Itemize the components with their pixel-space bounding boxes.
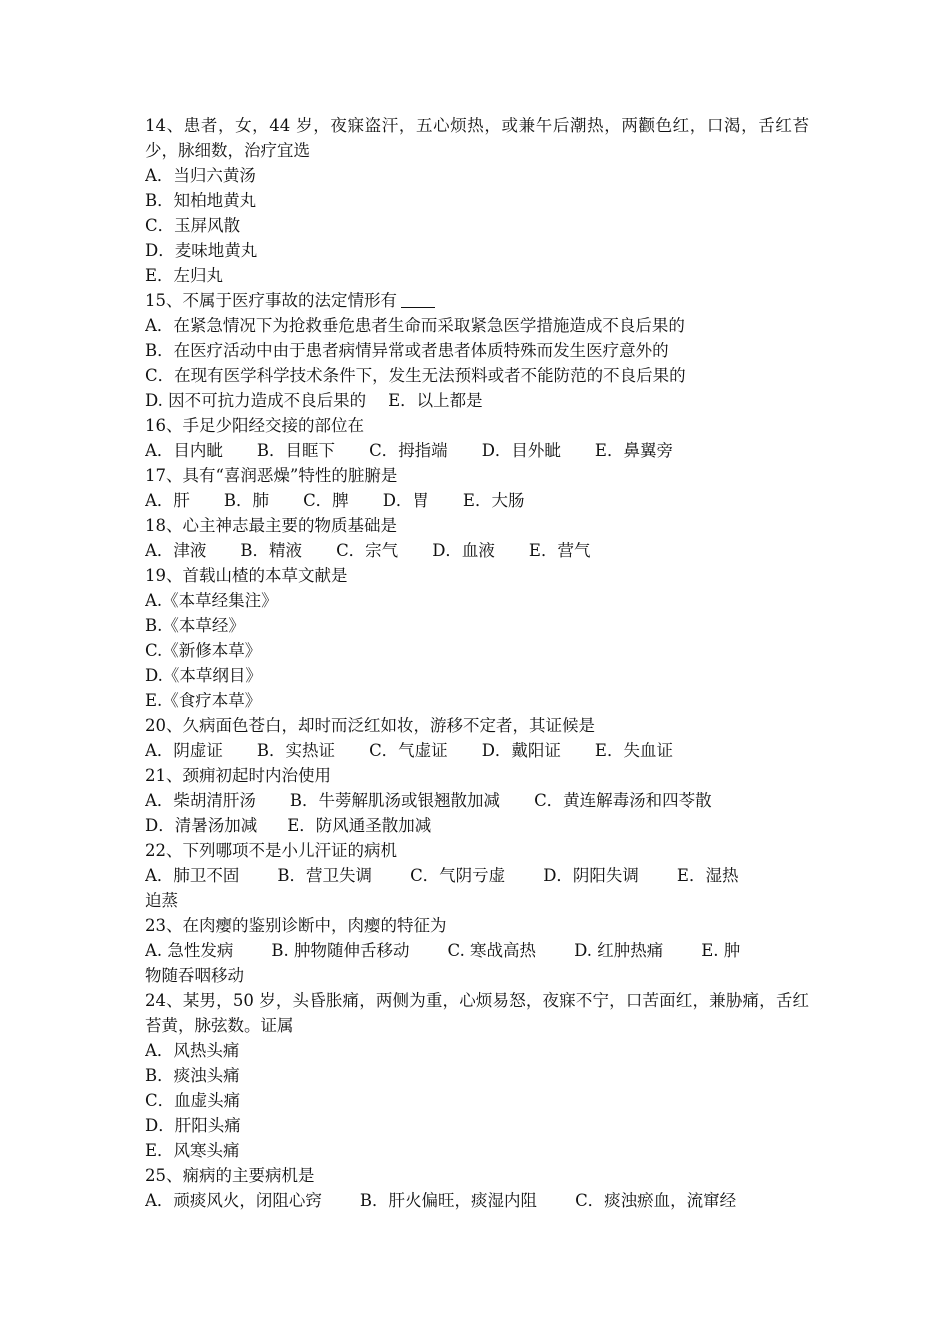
question-23 xyxy=(145,913,809,988)
question-stem-row xyxy=(145,288,809,313)
option: D. 因不可抗力造成不良后果的 xyxy=(145,391,367,410)
option: B．牛蒡解肌汤或银翘散加减 xyxy=(289,791,501,810)
option: E．失血证 xyxy=(594,741,673,760)
question-stem: 22、下列哪项不是小儿汗证的病机 xyxy=(145,841,397,860)
option-row xyxy=(145,813,809,838)
question-16 xyxy=(145,413,809,463)
option: B. 肿物随伸舌移动 xyxy=(271,941,410,960)
option-continuation: 物随吞咽移动 xyxy=(145,966,244,985)
option: D．肝阳头痛 xyxy=(145,1116,241,1135)
question-21 xyxy=(145,763,809,838)
option: C. 寒战高热 xyxy=(447,941,537,960)
option-continuation: 迫蒸 xyxy=(145,891,178,910)
answer-blank xyxy=(401,293,435,308)
option-row xyxy=(145,738,809,763)
question-stem: 19、首载山楂的本草文献是 xyxy=(145,566,348,585)
question-stem: 25、痫病的主要病机是 xyxy=(145,1166,315,1185)
option: D．胃 xyxy=(382,491,429,510)
question-stem: 18、心主神志最主要的物质基础是 xyxy=(145,516,397,535)
question-stem: 14、患者，女，44 岁，夜寐盗汗，五心烦热，或兼午后潮热，两颧色红，口渴，舌红苔少，脉细数，治疗宜选 xyxy=(145,116,809,160)
option: D.《本草纲目》 xyxy=(145,666,262,685)
question-stem: 21、颈痈初起时内治使用 xyxy=(145,766,331,785)
option: E．大肠 xyxy=(462,491,525,510)
option: C．气阴亏虚 xyxy=(410,866,506,885)
option: C.《新修本草》 xyxy=(145,641,262,660)
question-stem: 23、在肉瘿的鉴别诊断中，肉瘿的特征为 xyxy=(145,916,447,935)
option: A．阴虚证 xyxy=(145,741,223,760)
option: C．玉屏风散 xyxy=(145,216,241,235)
question-stem: 20、久病面色苍白，却时而泛红如妆，游移不定者，其证候是 xyxy=(145,716,595,735)
question-stem: 17、具有“喜润恶燥”特性的脏腑是 xyxy=(145,466,398,485)
option: A．当归六黄汤 xyxy=(145,166,256,185)
option: B.《本草经》 xyxy=(145,616,245,635)
option: B．实热证 xyxy=(256,741,336,760)
question-15 xyxy=(145,288,809,413)
question-19 xyxy=(145,563,809,713)
question-18 xyxy=(145,513,809,563)
option-row xyxy=(145,788,809,813)
option: E．营气 xyxy=(528,541,591,560)
option: A．风热头痛 xyxy=(145,1041,240,1060)
option: C．在现有医学科学技术条件下，发生无法预料或者不能防范的不良后果的 xyxy=(145,366,686,385)
option: A．在紧急情况下为抢救垂危患者生命而采取紧急医学措施造成不良后果的 xyxy=(145,316,685,335)
option: B．精液 xyxy=(240,541,303,560)
option: B．在医疗活动中由于患者病情异常或者患者体质特殊而发生医疗意外的 xyxy=(145,341,669,360)
option-row xyxy=(145,863,809,888)
option: D．戴阳证 xyxy=(481,741,561,760)
option-row xyxy=(145,938,809,963)
question-stem: 16、手足少阳经交接的部位在 xyxy=(145,416,364,435)
option: E．左归丸 xyxy=(145,266,224,285)
question-22 xyxy=(145,838,809,913)
option: A．津液 xyxy=(145,541,207,560)
option: C．拇指端 xyxy=(369,441,448,460)
option: E．鼻翼旁 xyxy=(594,441,673,460)
option: C．痰浊瘀血，流窜经 xyxy=(575,1191,737,1210)
option: E.《食疗本草》 xyxy=(145,691,262,710)
question-stem: 15、不属于医疗事故的法定情形有 xyxy=(145,291,397,310)
option: A．肝 xyxy=(145,491,190,510)
option: D．清暑汤加减 xyxy=(145,816,258,835)
option: C．气虚证 xyxy=(369,741,448,760)
option: A．目内眦 xyxy=(145,441,223,460)
option: E. 肿 xyxy=(701,941,741,960)
option-row xyxy=(145,538,809,563)
document-page xyxy=(145,113,809,1213)
option: C．宗气 xyxy=(336,541,399,560)
question-14 xyxy=(145,113,809,288)
option: D．阴阳失调 xyxy=(543,866,639,885)
option: C．黄连解毒汤和四苓散 xyxy=(534,791,712,810)
option: A．肺卫不固 xyxy=(145,866,240,885)
question-25 xyxy=(145,1163,809,1213)
option-row xyxy=(145,488,809,513)
option: E．湿热 xyxy=(676,866,739,885)
option: C．脾 xyxy=(303,491,349,510)
option: A．顽痰风火，闭阻心窍 xyxy=(145,1191,322,1210)
option: B．痰浊头痛 xyxy=(145,1066,240,1085)
option: A. 急性发病 xyxy=(145,941,234,960)
option: E．以上都是 xyxy=(388,391,483,410)
option: D. 红肿热痛 xyxy=(574,941,664,960)
option: E．风寒头痛 xyxy=(145,1141,240,1160)
option: B．肝火偏旺，痰湿内阻 xyxy=(359,1191,538,1210)
option: B．肺 xyxy=(223,491,270,510)
option: C．血虚头痛 xyxy=(145,1091,241,1110)
option: D．血液 xyxy=(432,541,495,560)
question-17 xyxy=(145,463,809,513)
option-row xyxy=(145,1188,809,1213)
question-24 xyxy=(145,988,809,1163)
question-20 xyxy=(145,713,809,763)
question-stem: 24、某男，50 岁，头昏胀痛，两侧为重，心烦易怒，夜寐不宁，口苦面红，兼胁痛，舌红苔黄，脉弦数。证属 xyxy=(145,991,809,1035)
option-row xyxy=(145,388,809,413)
option: A.《本草经集注》 xyxy=(145,591,278,610)
option: A．柴胡清肝汤 xyxy=(145,791,256,810)
option-row xyxy=(145,438,809,463)
option: B．知柏地黄丸 xyxy=(145,191,257,210)
option: D．目外眦 xyxy=(481,441,561,460)
option: B．营卫失调 xyxy=(277,866,373,885)
option: D．麦味地黄丸 xyxy=(145,241,258,260)
option: B．目眶下 xyxy=(256,441,336,460)
option: E．防风通圣散加减 xyxy=(287,816,432,835)
